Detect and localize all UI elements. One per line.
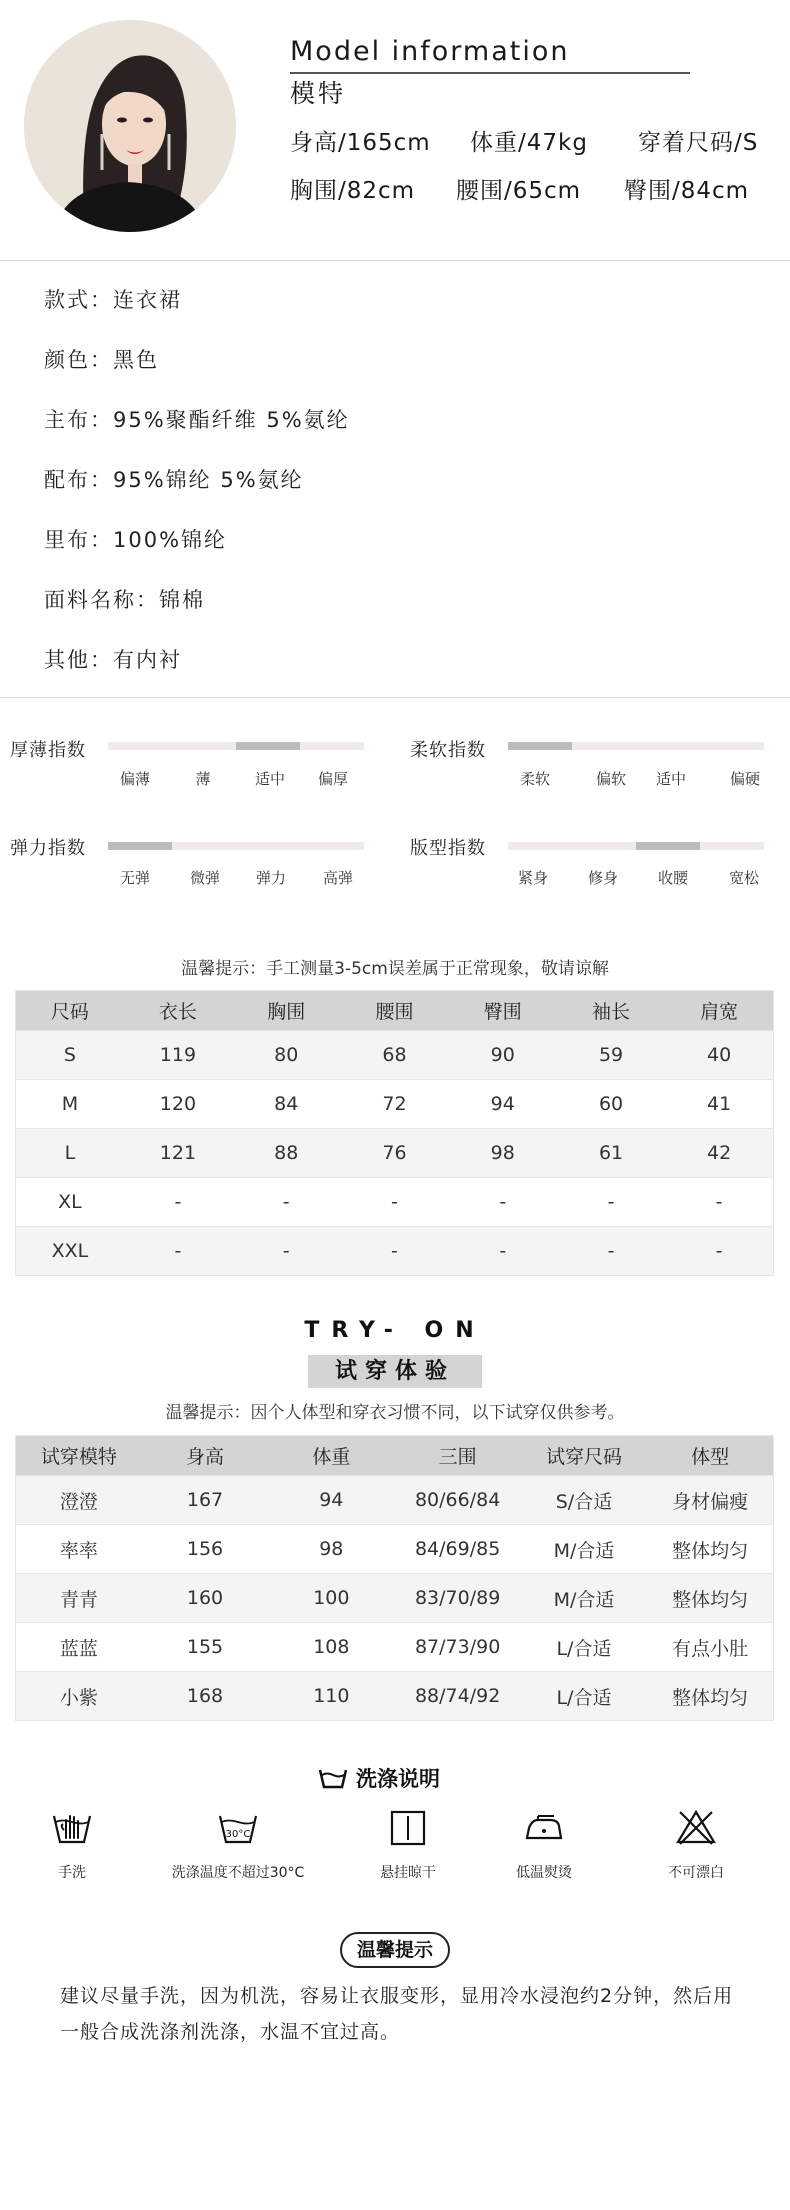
thickness-option: 偏厚 bbox=[317, 770, 349, 788]
model-size: 穿着尺码/S bbox=[638, 130, 759, 156]
model-bust: 胸围/82cm bbox=[290, 178, 416, 204]
table-row bbox=[16, 1080, 774, 1129]
table-header-cell: 身高 bbox=[142, 1436, 268, 1476]
wash-instructions-title bbox=[318, 1762, 440, 1794]
table-cell: 42 bbox=[665, 1129, 773, 1178]
wash-basin-icon bbox=[318, 1766, 348, 1790]
table-cell: 156 bbox=[142, 1525, 268, 1574]
table-cell: 119 bbox=[124, 1031, 232, 1080]
table-cell: 121 bbox=[124, 1129, 232, 1178]
table-header-cell: 腰围 bbox=[340, 991, 448, 1031]
table-cell: XXL bbox=[16, 1227, 124, 1276]
table-row bbox=[16, 1129, 774, 1178]
table-cell: 94 bbox=[268, 1476, 394, 1525]
wash-label: 悬挂晾干 bbox=[380, 1865, 436, 1881]
table-cell: 72 bbox=[340, 1080, 448, 1129]
table-cell: 100 bbox=[268, 1574, 394, 1623]
table-cell: - bbox=[232, 1178, 340, 1227]
table-row bbox=[16, 1031, 774, 1080]
fit-index-fill bbox=[636, 842, 700, 850]
table-row bbox=[16, 1227, 774, 1276]
table-cell: 澄澄 bbox=[16, 1476, 142, 1525]
table-header-cell: 臀围 bbox=[449, 991, 557, 1031]
table-cell: 80/66/84 bbox=[394, 1476, 520, 1525]
table-cell: 76 bbox=[340, 1129, 448, 1178]
table-cell: M/合适 bbox=[521, 1574, 647, 1623]
fit-option: 修身 bbox=[587, 869, 619, 887]
table-row bbox=[16, 1178, 774, 1227]
table-cell: - bbox=[557, 1227, 665, 1276]
table-cell: 68 bbox=[340, 1031, 448, 1080]
table-cell: 59 bbox=[557, 1031, 665, 1080]
wash-label: 不可漂白 bbox=[668, 1865, 724, 1881]
softness-option: 偏软 bbox=[595, 770, 627, 788]
elasticity-option: 无弹 bbox=[119, 869, 151, 887]
table-row bbox=[16, 1574, 774, 1623]
tips-title-badge: 温馨提示 bbox=[340, 1932, 450, 1968]
wash-temp-value: 30°C bbox=[225, 1829, 251, 1840]
table-cell: L bbox=[16, 1129, 124, 1178]
fit-option: 紧身 bbox=[517, 869, 549, 887]
table-cell: 青青 bbox=[16, 1574, 142, 1623]
table-cell: - bbox=[449, 1178, 557, 1227]
thickness-index-label: 厚薄指数 bbox=[10, 740, 86, 761]
table-cell: XL bbox=[16, 1178, 124, 1227]
size-table-note: 温馨提示：手工测量3-5cm误差属于正常现象，敬请谅解 bbox=[181, 959, 609, 979]
table-header-cell: 体重 bbox=[268, 1436, 394, 1476]
tips-text: 建议尽量手洗，因为机洗，容易让衣服变形，显用冷水浸泡约2分钟，然后用一般合成洗涤剂洗涤，水温不宜过高。 bbox=[60, 1985, 734, 2043]
table-cell: - bbox=[124, 1227, 232, 1276]
table-cell: 110 bbox=[268, 1672, 394, 1721]
table-cell: 167 bbox=[142, 1476, 268, 1525]
size-table bbox=[15, 990, 774, 1276]
table-header-cell: 尺码 bbox=[16, 991, 124, 1031]
tryon-title-cn: 试穿体验 bbox=[308, 1355, 482, 1388]
table-row bbox=[16, 1623, 774, 1672]
model-title-cn: 模特 bbox=[290, 79, 347, 108]
wash-item-hand-wash bbox=[2, 1808, 142, 1882]
model-waist: 腰围/65cm bbox=[456, 178, 582, 204]
table-row bbox=[16, 1672, 774, 1721]
wash-label: 洗涤温度不超过30°C bbox=[171, 1865, 305, 1881]
wash-temp-icon bbox=[216, 1808, 260, 1848]
table-header-cell: 肩宽 bbox=[665, 991, 773, 1031]
table-header-cell: 袖长 bbox=[557, 991, 665, 1031]
tryon-note: 温馨提示：因个人体型和穿衣习惯不同，以下试穿仅供参考。 bbox=[165, 1403, 625, 1423]
hang-dry-icon bbox=[386, 1808, 430, 1848]
spec-lining: 里布：100%锦纶 bbox=[44, 528, 228, 552]
low-iron-icon bbox=[522, 1808, 566, 1848]
table-cell: 80 bbox=[232, 1031, 340, 1080]
table-cell: 88 bbox=[232, 1129, 340, 1178]
softness-index-fill bbox=[508, 742, 572, 750]
elasticity-index-fill bbox=[108, 842, 172, 850]
table-cell: 整体均匀 bbox=[647, 1574, 773, 1623]
table-cell: 98 bbox=[268, 1525, 394, 1574]
section-divider bbox=[0, 697, 790, 698]
thickness-option: 适中 bbox=[254, 770, 286, 788]
table-cell: - bbox=[124, 1178, 232, 1227]
table-cell: 83/70/89 bbox=[394, 1574, 520, 1623]
table-cell: 90 bbox=[449, 1031, 557, 1080]
table-cell: L/合适 bbox=[521, 1672, 647, 1721]
model-photo bbox=[24, 20, 236, 232]
spec-style: 款式：连衣裙 bbox=[44, 288, 182, 312]
table-cell: 98 bbox=[449, 1129, 557, 1178]
elasticity-option: 弹力 bbox=[255, 869, 287, 887]
table-header-cell: 体型 bbox=[647, 1436, 773, 1476]
wash-item-low-iron bbox=[474, 1808, 614, 1882]
softness-index-bar bbox=[508, 742, 764, 750]
model-title-en: Model information bbox=[290, 36, 570, 67]
table-cell: S/合适 bbox=[521, 1476, 647, 1525]
table-cell: - bbox=[340, 1227, 448, 1276]
table-header-cell: 试穿尺码 bbox=[521, 1436, 647, 1476]
elasticity-index-label: 弹力指数 bbox=[10, 838, 86, 859]
table-cell: S bbox=[16, 1031, 124, 1080]
wash-label: 低温熨烫 bbox=[516, 1865, 572, 1881]
section-divider bbox=[0, 260, 790, 261]
table-cell: M bbox=[16, 1080, 124, 1129]
table-header-cell: 胸围 bbox=[232, 991, 340, 1031]
spec-main-fabric: 主布：95%聚酯纤维 5%氨纶 bbox=[44, 408, 350, 432]
table-header-cell: 衣长 bbox=[124, 991, 232, 1031]
fit-option: 收腰 bbox=[657, 869, 689, 887]
hand-wash-icon bbox=[50, 1808, 94, 1848]
model-weight: 体重/47kg bbox=[470, 130, 588, 156]
table-cell: 94 bbox=[449, 1080, 557, 1129]
table-cell: - bbox=[557, 1178, 665, 1227]
table-cell: L/合适 bbox=[521, 1623, 647, 1672]
size-table-header bbox=[16, 991, 774, 1031]
table-cell: 84 bbox=[232, 1080, 340, 1129]
model-height: 身高/165cm bbox=[290, 130, 431, 156]
table-cell: 108 bbox=[268, 1623, 394, 1672]
table-cell: 87/73/90 bbox=[394, 1623, 520, 1672]
table-cell: 小紫 bbox=[16, 1672, 142, 1721]
no-bleach-icon bbox=[674, 1808, 718, 1848]
elasticity-option: 高弹 bbox=[322, 869, 354, 887]
table-header-cell: 试穿模特 bbox=[16, 1436, 142, 1476]
table-cell: - bbox=[340, 1178, 448, 1227]
table-cell: - bbox=[665, 1178, 773, 1227]
table-cell: 120 bbox=[124, 1080, 232, 1129]
fit-option: 宽松 bbox=[728, 869, 760, 887]
table-row bbox=[16, 1476, 774, 1525]
spec-fabric-name: 面料名称：锦棉 bbox=[44, 588, 205, 612]
softness-option: 柔软 bbox=[519, 770, 551, 788]
fit-index-bar bbox=[508, 842, 764, 850]
table-cell: 168 bbox=[142, 1672, 268, 1721]
table-cell: 88/74/92 bbox=[394, 1672, 520, 1721]
wash-label: 手洗 bbox=[58, 1865, 86, 1881]
title-underline bbox=[290, 72, 690, 74]
softness-index-label: 柔软指数 bbox=[410, 740, 486, 761]
table-cell: - bbox=[449, 1227, 557, 1276]
table-cell: - bbox=[232, 1227, 340, 1276]
table-cell: 160 bbox=[142, 1574, 268, 1623]
wash-item-temperature bbox=[168, 1808, 308, 1882]
model-hip: 臀围/84cm bbox=[624, 178, 750, 204]
wash-title-text: 洗涤说明 bbox=[356, 1767, 440, 1791]
table-cell: 身材偏瘦 bbox=[647, 1476, 773, 1525]
table-cell: M/合适 bbox=[521, 1525, 647, 1574]
table-header-cell: 三围 bbox=[394, 1436, 520, 1476]
table-cell: 整体均匀 bbox=[647, 1672, 773, 1721]
thickness-index-bar bbox=[108, 742, 364, 750]
table-cell: 41 bbox=[665, 1080, 773, 1129]
table-cell: 蓝蓝 bbox=[16, 1623, 142, 1672]
softness-option: 适中 bbox=[655, 770, 687, 788]
table-cell: 155 bbox=[142, 1623, 268, 1672]
tryon-title-en: TRY- ON bbox=[304, 1318, 486, 1343]
spec-color: 颜色：黑色 bbox=[44, 348, 159, 372]
softness-option: 偏硬 bbox=[729, 770, 761, 788]
tryon-table-header bbox=[16, 1436, 774, 1476]
table-cell: 有点小肚 bbox=[647, 1623, 773, 1672]
spec-other: 其他：有内衬 bbox=[44, 648, 182, 672]
wash-item-no-bleach bbox=[626, 1808, 766, 1882]
wash-item-hang-dry bbox=[338, 1808, 478, 1882]
table-cell: - bbox=[665, 1227, 773, 1276]
spec-secondary-fabric: 配布：95%锦纶 5%氨纶 bbox=[44, 468, 304, 492]
table-row bbox=[16, 1525, 774, 1574]
table-cell: 60 bbox=[557, 1080, 665, 1129]
thickness-option: 薄 bbox=[195, 770, 211, 788]
thickness-index-fill bbox=[236, 742, 300, 750]
model-information-section bbox=[0, 0, 790, 260]
table-cell: 84/69/85 bbox=[394, 1525, 520, 1574]
table-cell: 率率 bbox=[16, 1525, 142, 1574]
tryon-table bbox=[15, 1435, 774, 1721]
table-cell: 40 bbox=[665, 1031, 773, 1080]
table-cell: 61 bbox=[557, 1129, 665, 1178]
elasticity-option: 微弹 bbox=[189, 869, 221, 887]
table-cell: 整体均匀 bbox=[647, 1525, 773, 1574]
elasticity-index-bar bbox=[108, 842, 364, 850]
fit-index-label: 版型指数 bbox=[410, 838, 486, 859]
thickness-option: 偏薄 bbox=[119, 770, 151, 788]
